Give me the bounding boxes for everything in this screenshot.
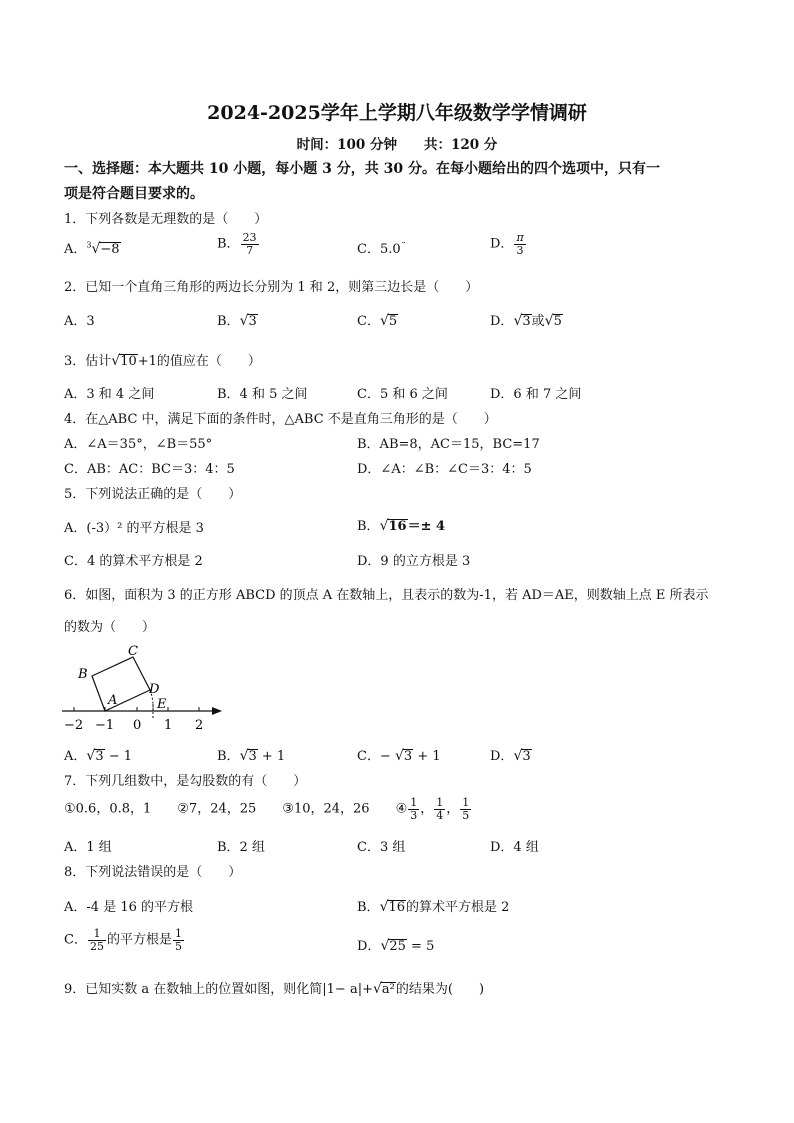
q6-a-post: − 1: [108, 749, 133, 764]
q5-option-a: A．(-3）² 的平方根是 3: [64, 521, 204, 536]
q6-label-b: B: [78, 667, 88, 682]
question-4-stem: 4．在△ABC 中，满足下面的条件时，△ABC 不是直角三角形的是（ ）: [64, 412, 497, 427]
q8-c-num: 1: [88, 928, 106, 941]
q1-d-denominator: 3: [516, 243, 524, 257]
q2-d-or: 或: [531, 314, 545, 329]
q6-figure-square-on-number-line: [60, 640, 230, 735]
q5-option-b: B．√16＝± 4: [357, 518, 446, 534]
q1-d-label: D．: [490, 236, 514, 252]
q8-b-label: B．: [357, 900, 380, 915]
q2-d-label: D．: [490, 314, 514, 329]
q3-stem-post: +1的值应在（ ）: [137, 354, 261, 369]
q1-c-value: 5.0: [379, 242, 401, 257]
q7-frac3-den: 5: [462, 808, 470, 822]
q1-c-label: C．: [357, 242, 380, 257]
q4-option-b: B．AB=8，AC＝15，BC=17: [357, 437, 540, 452]
q7-option-d: D．4 组: [490, 840, 539, 855]
q6-c-pre: −: [379, 749, 391, 764]
q3-option-b: B．4 和 5 之间: [217, 387, 308, 402]
q8-d-post: = 5: [411, 939, 435, 954]
q6-d-radicand: 3: [522, 749, 531, 764]
question-8-stem: 8．下列说法错误的是（ ）: [64, 865, 242, 880]
section-heading-line1: 一、选择题：本大题共 10 小题，每小题 3 分，共 30 分。在每小题给出的四个选项中，只有一: [64, 161, 660, 177]
q9-stem-post: 的结果为( ): [395, 982, 485, 997]
q8-c-mid: 的平方根是: [106, 932, 172, 948]
q8-b-radicand: 16: [388, 900, 406, 915]
q7-groups-text: ①0.6，0.8，1 ②7，24，25 ③10，24，26 ④: [64, 801, 408, 817]
q8-option-d: D．√25 = 5: [357, 938, 435, 954]
q1-d-numerator: π: [516, 231, 524, 244]
q6-d-label: D．: [490, 749, 514, 764]
q8-c-num2: 1: [174, 927, 182, 940]
question-3-stem: 3．估计√10+1的值应在（ ）: [64, 353, 261, 369]
q6-option-d: D．√3: [490, 748, 531, 764]
q6-label-a: A: [108, 693, 118, 708]
q9-radicand: a²: [381, 982, 395, 997]
q6-option-a: A．√3 − 1: [64, 748, 133, 764]
q6-tick-label-0: 0: [133, 718, 142, 733]
q6-b-post: + 1: [261, 749, 286, 764]
question-1-stem: 1．下列各数是无理数的是（ ）: [64, 212, 268, 227]
q6-a-label: A．: [64, 749, 87, 764]
q2-d-radicand-1: 3: [522, 314, 531, 329]
q5-option-d: D．9 的立方根是 3: [357, 554, 471, 569]
section-heading-line2: 项是符合题目要求的。: [64, 186, 204, 202]
q8-option-c: [64, 928, 185, 952]
q1-a-index: 3: [86, 240, 92, 250]
q6-option-c: C．− √3 + 1: [357, 748, 441, 764]
question-6-line2: 的数为（ ）: [64, 620, 156, 635]
q6-c-radicand: 3: [403, 749, 413, 764]
q5-option-c: C．4 的算术平方根是 2: [64, 554, 203, 569]
q2-option-a: A．3: [64, 314, 95, 329]
question-2-stem: 2．已知一个直角三角形的两边长分别为 1 和 2，则第三边长是（ ）: [64, 280, 479, 295]
q7-frac1-den: 3: [410, 808, 418, 822]
q8-c-den: 25: [89, 939, 104, 953]
q1-option-b: [217, 232, 260, 256]
q5-b-radicand: 16: [388, 519, 407, 534]
q5-b-label: B．: [357, 519, 380, 534]
q7-option-b: B．2 组: [217, 840, 265, 855]
q8-b-post: 的算术平方根是 2: [406, 900, 510, 915]
q7-frac2-den: 4: [436, 808, 444, 822]
q2-option-c: C．√5: [357, 313, 398, 329]
q1-a-value: −8: [100, 242, 120, 257]
q6-number-line-arrow: [212, 707, 222, 715]
question-6-line1: 6．如图，面积为 3 的正方形 ABCD 的顶点 A 在数轴上，且表示的数为-1，若 AD＝AE，则数轴上点 E 所表示: [64, 588, 709, 603]
q6-b-radicand: 3: [248, 749, 257, 764]
question-7-stem: 7．下列几组数中，是勾股数的有（ ）: [64, 774, 307, 789]
q2-c-radicand: 5: [388, 314, 398, 329]
q7-number-groups: ①0.6，0.8，1 ②7，24，25 ③10，24，26 ④ $\frac{1}{3}$ ， $\frac{1}{4}$ ， $\frac{1}{5}$: [64, 796, 470, 822]
q8-d-label: D．: [357, 939, 381, 954]
q6-label-d: D: [149, 682, 160, 697]
q9-stem-pre: 9．已知实数 a 在数轴上的位置如图，则化简|1− a|+: [64, 982, 373, 997]
q6-square-abcd: [92, 657, 150, 711]
q7-option-a: A．1 组: [64, 840, 112, 855]
page-title: 2024-2025学年上学期八年级数学学情调研: [207, 102, 587, 124]
q2-b-radicand: 3: [248, 314, 257, 329]
q6-c-label: C．: [357, 749, 380, 764]
q2-option-d: D．√3或√5: [490, 313, 562, 329]
q1-a-label: A．: [64, 242, 87, 257]
q3-radicand: 10: [120, 354, 137, 369]
q4-option-a: A．∠A＝35°，∠B＝55°: [64, 437, 213, 452]
exam-info: 时间：100 分钟 共：120 分: [296, 137, 498, 153]
q3-option-d: D．6 和 7 之间: [490, 387, 582, 402]
q8-c-den2: 5: [174, 939, 182, 953]
q7-option-c: C．3 组: [357, 840, 406, 855]
q6-tick-label-1: 1: [164, 718, 173, 733]
q3-stem-pre: 3．估计: [64, 354, 112, 369]
q8-option-b: B．√16的算术平方根是 2: [357, 899, 510, 915]
q4-option-c: C．AB：AC：BC＝3：4：5: [64, 462, 235, 477]
q2-b-label: B．: [217, 314, 240, 329]
q1-b-denominator: 7: [246, 243, 254, 257]
q6-tick-label-m1: −1: [95, 718, 115, 733]
q1-option-d: [490, 232, 527, 256]
q6-a-radicand: 3: [95, 749, 104, 764]
q1-b-numerator: 23: [242, 231, 257, 244]
q2-d-radicand-2: 5: [553, 314, 562, 329]
q6-option-b: B．√3 + 1: [217, 748, 286, 764]
q6-label-c: C: [128, 644, 138, 659]
q3-option-c: C．5 和 6 之间: [357, 387, 448, 402]
q6-tick-label-2: 2: [195, 718, 204, 733]
question-9-stem: 9．已知实数 a 在数轴上的位置如图，则化简|1− a|+√a²的结果为( ): [64, 981, 485, 997]
q3-option-a: A．3 和 4 之间: [64, 387, 155, 402]
q7-frac1-num: 1: [410, 796, 418, 809]
q6-label-e: E: [157, 697, 167, 712]
q1-c-repeating-digits-mark: ˙˙: [400, 242, 404, 252]
q6-b-label: B．: [217, 749, 240, 764]
q1-option-c: [357, 238, 404, 257]
q8-d-radicand: 25: [389, 939, 406, 954]
q7-frac3-num: 1: [462, 796, 470, 809]
q8-c-label: C．: [64, 932, 87, 948]
q4-option-d: D．∠A：∠B：∠C＝3：4：5: [357, 462, 532, 477]
q1-b-label: B．: [217, 236, 240, 252]
q7-frac2-num: 1: [436, 796, 444, 809]
q5-b-post: ＝± 4: [407, 519, 446, 534]
q8-option-a: A．-4 是 16 的平方根: [64, 900, 193, 915]
q2-c-label: C．: [357, 314, 380, 329]
q6-c-post: + 1: [417, 749, 441, 764]
question-5-stem: 5．下列说法正确的是（ ）: [64, 487, 242, 502]
q6-tick-label-m2: −2: [64, 718, 84, 733]
q2-option-b: B．√3: [217, 313, 257, 329]
q1-option-a: A．$^3$√−8: [64, 240, 120, 257]
